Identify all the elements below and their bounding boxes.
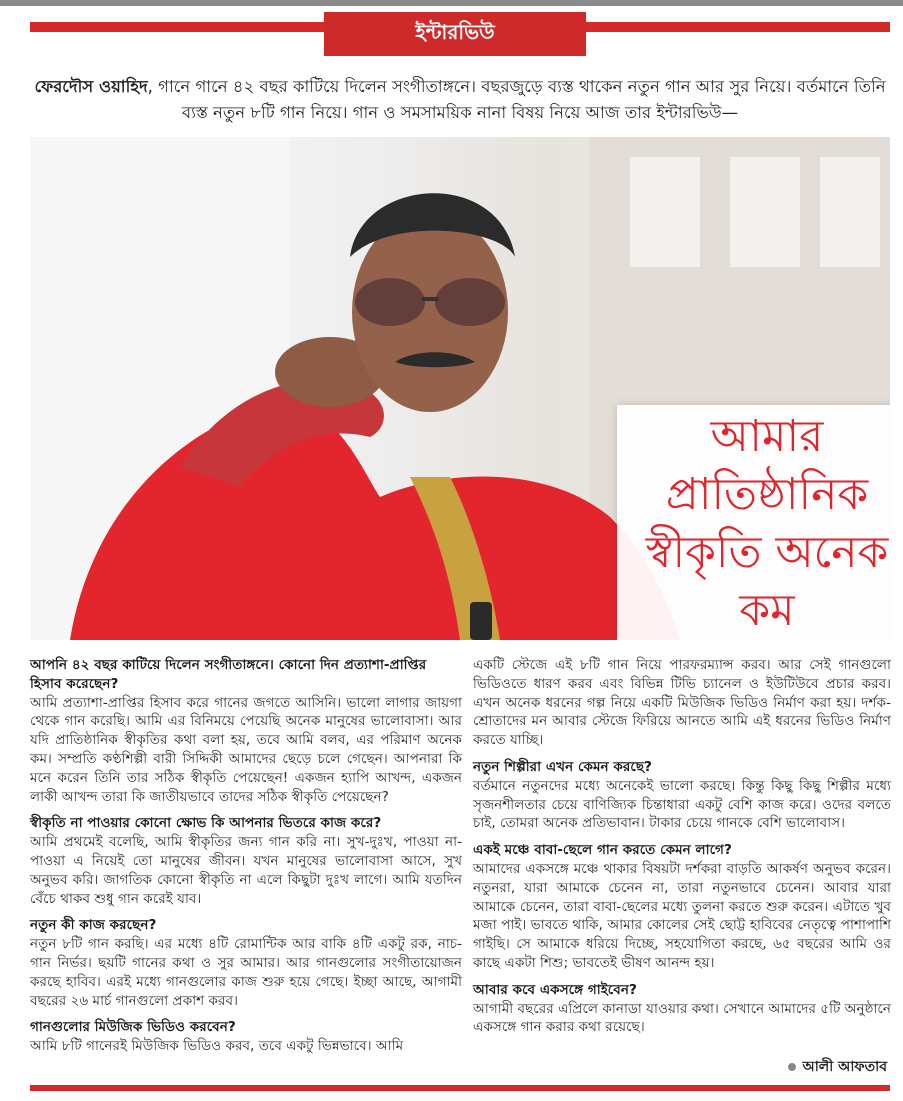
question: স্বীকৃতি না পাওয়ার কোনো ক্ষোভ কি আপনার ভিতরে কাজ করে? bbox=[30, 815, 382, 832]
intro-paragraph bbox=[30, 74, 890, 126]
section-label: ইন্টারভিউ bbox=[324, 12, 586, 56]
answer: আমাদের একসঙ্গে মঞ্চে থাকার বিষয়টা দর্শকরা বাড়তি আকর্ষণ অনুভব করেন। নতুনরা, যারা আমাকে চেনেন না, তারা নতুনভাবে চেনেন। আবার যারা আমাকে চেনেন, তারা বাবা-ছেলের মধ্যে তুলনা করতে শুরু করেন। এটাতে খুব মজা পাই। ভাবতে থাকি, আমার কোলের সেই ছোট্ট হাবিবের নেতৃত্বে পাশাপাশি গাইছি। সে আমাকে ধরিয়ে দিচ্ছে, সহযোগিতা করছে, ৬৫ বছরের আমি ওর কাছে একটা শিশু; ভাবতেই ভীষণ আনন্দ হয়। bbox=[473, 860, 891, 971]
bottom-bar bbox=[30, 1085, 890, 1091]
bullet-icon bbox=[788, 1063, 796, 1071]
column-left bbox=[30, 656, 462, 1064]
column-right bbox=[473, 656, 891, 1045]
answer: বর্তমানে নতুনদের মধ্যে অনেকেই ভালো করছে। কিন্তু কিছু কিছু শিল্পীর মধ্যে সৃজনশীলতার চেয়ে বাণিজ্যিক চিন্তাধারা একটু বেশি কাজ করে। ওদের বলতে চাই, তোমরা অনেক প্রতিভাবান। টাকার চেয়ে গানকে বেশি ভালোবাস। bbox=[473, 777, 891, 832]
question: একই মঞ্চে বাবা-ছেলে গান করতে কেমন লাগে? bbox=[473, 842, 732, 859]
headline-line-4: কম bbox=[739, 585, 795, 636]
author-name: আলী আফতাব bbox=[802, 1059, 887, 1075]
answer: আমি ৮টি গানেরই মিউজিক ভিডিও করব, তবে একটু ভিন্নভাবে। আমি bbox=[30, 1038, 404, 1055]
question: আবার কবে একসঙ্গে গাইবেন? bbox=[473, 981, 637, 998]
answer: নতুন ৮টি গান করছি। এর মধ্যে ৪টি রোমান্টিক আর বাকি ৪টি একটু রক, নাচ-গান নির্ভর। ছয়টি গানের কথা ও সুর আমার। আর গানগুলোর সংগীতায়োজন করছে হাবিব। এরই মধ্যে গানগুলোর কাজ শুরু হয়ে গেছে। ইচ্ছা আছে, আগামী বছরের ২৬ মার্চ গানগুলো প্রকাশ করব। bbox=[30, 936, 462, 1009]
interviewee-name: ফেরদৌস ওয়াহিদ bbox=[34, 77, 148, 96]
answer-continued: একটি স্টেজে এই ৮টি গান নিয়ে পারফরম্যান্স করব। আর সেই গানগুলো ভিডিওতে ধারণ করব এবং বিভিন্ন টিভি চ্যানেল ও ইউটিউবে প্রচার করব। এখন অনেক ধরনের গল্প নিয়ে একটি মিউজিক ভিডিও নির্মাণ করা হয়। দর্শক-শ্রোতাদের মন আবার স্টেজে ফিরিয়ে আনতে আমি এই ধরনের ভিডিও নির্মাণ করতে যাচ্ছি। bbox=[473, 657, 891, 749]
headline-line-2: প্রাতিষ্ঠানিক bbox=[665, 469, 869, 520]
answer: আগামী বছরের এপ্রিলে কানাডা যাওয়ার কথা। সেখানে আমাদের ৫টি অনুষ্ঠানে একসঙ্গে গান করার কথা রয়েছে। bbox=[473, 1000, 891, 1036]
question: নতুন শিল্পীরা এখন কেমন করছে? bbox=[473, 758, 652, 775]
question: নতুন কী কাজ করছেন? bbox=[30, 917, 157, 934]
question: গানগুলোর মিউজিক ভিডিও করবেন? bbox=[30, 1019, 236, 1036]
top-rule bbox=[0, 0, 903, 6]
intro-text: , গানে গানে ৪২ বছর কাটিয়ে দিলেন সংগীতাঙ্গনে। বছরজুড়ে ব্যস্ত থাকেন নতুন গান আর সুর নিয়ে। বর্তমানে তিনি ব্যস্ত নতুন ৮টি গান নিয়ে। গান ও সমসাময়িক নানা বিষয় নিয়ে আজ তার ইন্টারভিউ— bbox=[147, 77, 886, 122]
portrait-photo bbox=[30, 137, 890, 640]
question: আপনি ৪২ বছর কাটিয়ে দিলেন সংগীতাঙ্গনে। কোনো দিন প্রত্যাশা-প্রাপ্তির হিসাব করেছেন? bbox=[30, 657, 427, 692]
answer: আমি প্রত্যাশা-প্রাপ্তির হিসাব করে গানের জগতে আসিনি। ভালো লাগার জায়গা থেকে গান করেছি। আমি এর বিনিময়ে পেয়েছি অনেক মানুষের ভালোবাসা। আর যদি প্রাতিষ্ঠানিক স্বীকৃতির কথা বলা হয়, তবে আমি বলব, এর পরিমাণ অনেক কম। সম্প্রতি কণ্ঠশিল্পী বারী সিদ্দিকী আমাদের ছেড়ে চলে গেছেন। আপনারা কি মনে করেন তিনি তার সঠিক স্বীকৃতি পেয়েছেন! একজন হ্যাপি আখন্দ, একজন লাকী আখন্দ তারা কি জাতীয়ভাবে তাদের সঠিক স্বীকৃতি পেয়েছেন? bbox=[30, 694, 462, 805]
headline-line-1: আমার bbox=[710, 411, 824, 462]
headline-line-3: স্বীকৃতি অনেক bbox=[645, 527, 889, 578]
byline bbox=[788, 1055, 887, 1079]
headline-box bbox=[617, 405, 890, 640]
answer: আমি প্রথমেই বলেছি, আমি স্বীকৃতির জন্য গান করি না। সুখ-দুঃখ, পাওয়া না-পাওয়া এ নিয়েই তো মানুষের জীবন। যখন মানুষের ভালোবাসা আসে, সুখ অনুভব করি। জাগতিক কোনো স্বীকৃতি না এলে কিছুটা দুঃখ লাগে। আমি যতদিন বেঁচে থাকব শুধু গান করেই যাব। bbox=[30, 834, 462, 907]
